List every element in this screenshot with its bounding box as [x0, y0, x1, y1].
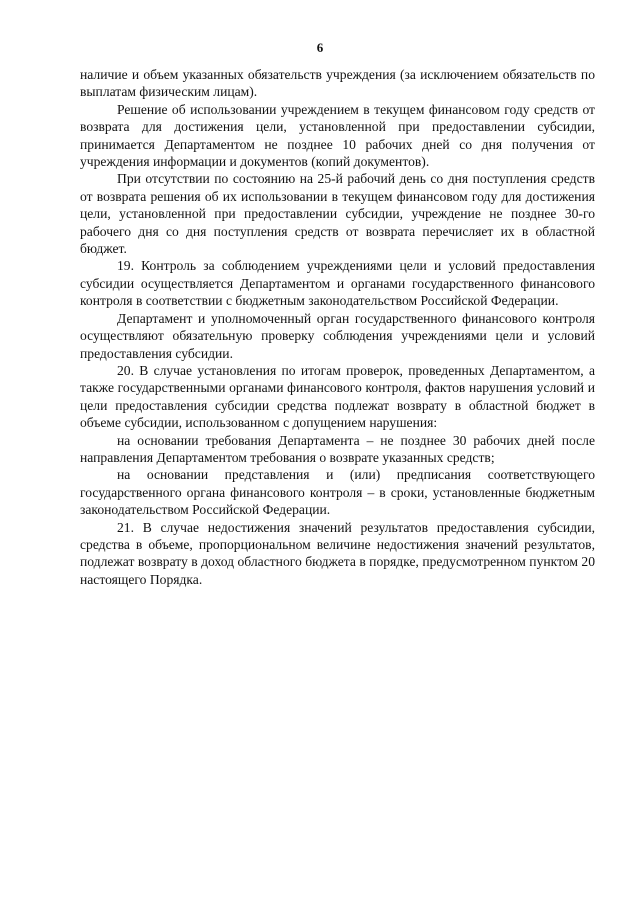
- paragraph: на основании представления и (или) предписания соответствующего государственного органа финансового контроля – в сроки, установленные бюджетным законодательством Российской Федерации.: [80, 467, 595, 518]
- paragraph-clause-19: 19. Контроль за соблюдением учреждениями цели и условий предоставления субсидии осуществляется Департаментом и органами государственного финансового контроля в соответствии с бюджетным законодательством Российской Федерации.: [80, 258, 595, 309]
- paragraph-clause-21: 21. В случае недостижения значений результатов предоставления субсидии, средства в объеме, пропорциональном величине недостижения значений результатов, подлежат возврату в доход областного бюджета в порядке, предусмотренном пунктом 20 настоящего Порядка.: [80, 519, 595, 587]
- paragraph: Решение об использовании учреждением в текущем финансовом году средств от возврата для достижения цели, установленной при предоставлении субсидии, принимается Департаментом не позднее 10 рабочих дней со дня получения от учреждения информации и документов (копий документов).: [80, 101, 595, 170]
- paragraph: наличие и объем указанных обязательств учреждения (за исключением обязательств по выплатам физическим лицам).: [80, 67, 595, 100]
- paragraph: При отсутствии по состоянию на 25-й рабочий день со дня поступления средств от возврата решения об их использовании в текущем финансовом году для достижения цели, установленной при предоставлении субсидии, учреждение не позднее 30-го рабочего дня со дня поступления средств от возврата перечисляет их в областной бюджет.: [80, 171, 595, 257]
- page-number: 6: [316, 40, 324, 55]
- paragraph: Департамент и уполномоченный орган государственного финансового контроля осуществляют обязательную проверку соблюдения учреждениями цели и условий предоставления субсидии.: [80, 310, 595, 361]
- paragraph: на основании требования Департамента – не позднее 30 рабочих дней после направления Департаментом требования о возврате указанных средств;: [80, 432, 595, 465]
- paragraph-clause-20: 20. В случае установления по итогам проверок, проведенных Департаментом, а также государственными органами финансового контроля, фактов нарушения условий и цели предоставления субсидии средства подлежат возврату в областной бюджет в объеме субсидии, использованном с допущением нарушения:: [80, 362, 595, 431]
- document-body: [80, 66, 595, 588]
